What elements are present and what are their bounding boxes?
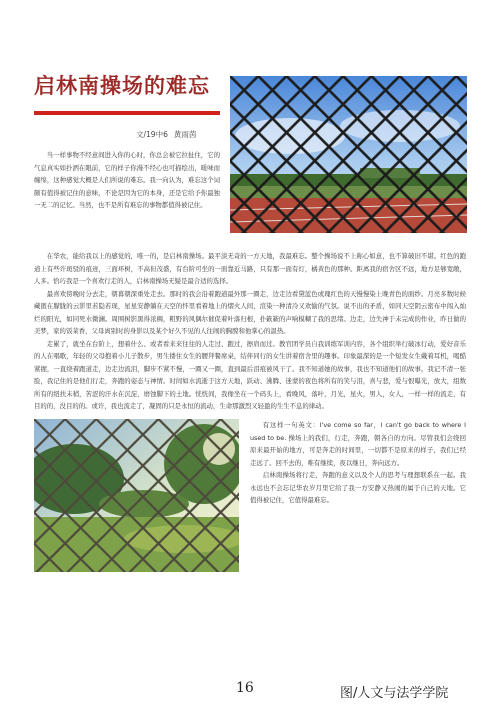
byline-author: 黄雨茵 [173,130,197,139]
right-text-block [250,419,466,507]
byline-class: 文/19中6 [136,130,168,139]
intro-text-block [34,149,220,212]
image-credit-watermark: 图/人文与法学学院 [340,686,449,701]
fence-track-photo [230,76,467,233]
paragraph-1: 在华农，能给我以上的感觉的，唯一的，是启林南操场。最平淡无奇的一方天地，我最难忘。整个操场说不上称心如意，也不算破旧不堪。红色的跑道上有些许斑驳的痕迹，三面环树，不高但茂盛，有台阶可坐的一面靠近马路，只有那一面有灯，橘黄色的那种。距离我的宿舍区不远，地方足够宽敞，人多。恰巧我是一个喜欢行走的人，启林南操场无疑是最合适的选择。 [34,252,466,285]
title-accent-bar [34,111,220,115]
byline [136,129,202,140]
paragraph-5: 启林南操场将行走，奔跑的意义以及个人的思考与理想联系在一起。我永远也不会忘记华农岁月里它给了我一方安静又热闹的属于自己的天地。它值得被记住，它值得最难忘。 [250,471,466,504]
page-number: 16 [236,680,254,696]
paragraph-4: 有这样一句英文：I've come so far，I can't go back to where I used to be. 操场上的我们，行走，奔跑，朝各自的方向。尽管我们会绕回原来最开始的地方，可是奔走的时间里，一切都不是原来的样子，我们已经走远了。回不去的，唯有继续，夜以继日，奔向远方。 [250,421,466,467]
main-text-block [34,250,466,413]
article-title: 启林南操场的难忘 [34,73,210,98]
fence-field-photo [34,419,239,572]
paragraph-2: 最喜欢傍晚时分去走，朝暮朝深重处走去。那时的我会沿着跑道最外那一圈走，边走边看黛蓝色或瑰红色的天慢慢染上晚青色的面纱。月亮多数时候藏匿在朦胧的云影里若隐若现，星星安静躺在天空的怀里看着地上的熠火人间，渲染一种清冷又欢愉的气氛。说不出的矛盾，如同天空阴云密布中闯入灿烂的阳光，如同死水微澜。周围树影黑得浓稠，粗野的风偶尔催促着叶落归根，扑簌簌的声响模糊了我的思绪。边走，边失神于未完成的作业，昨日做的美梦，家的饭菜香，父母离别时的身影以及某个好久不见的人往闹的胸膛和他掌心的温热。 [34,289,466,335]
paragraph-3: 走累了，就坐在台阶上，想着什么、或者看来来往往的人走过、跑过，擦肩而过。教官团学员自我训练军训内容，各个组织举行破冰行动，爱好音乐的人在唱歌，年轻的父母抱着小儿子散步，男生搂住女生的腰拜餐席桌，结伴同行的女生讲着宿舍里的趣事。印象最深的是一个短发女生戴着耳机，喝酷紧握，一直绕着跑道走，边走边流泪，脚步不紧不慢，一圈又一圈，直到最后泪痕被风干了。我不知道她的故事，我也不知道他们的故事。我记不清一张脸，我记住的是他们行走，奔跑的姿态与神情。时间如水流逝于这方天地，跃动、沸腾、迷蒙的夜色将所有的笑与泪，喜与悲，爱与恨曝光，放大，组数所有的纽扶未稍，苦涩的汗水在沉淀，磨蚀脚下的土地。恍恍间，我像坐在一个码头上，看晚风，落叶，月光，星火，男人，女人，一样一样的流走，有目的的，没目的的。或许，我也流走了，凝固的只是永恒的流动，生命那激烈又轻盈的生生不息的律动。 [34,339,466,410]
intro-paragraph: 当一样事物不经意间进入你的心时，你总会被它拉扯住，它的气息真实如扑洒在眼前，它的样子你漫不经心也可描绘出，暖味而缠绵，这种感觉大概是人们所说的难忘。我一向认为，难忘这个词颇有值得被记住的意味，不论是因为它的本身，还是它给予你最独一无二的记忆。当然，也不是所有难忘的事物都值得被记住。 [34,151,220,209]
